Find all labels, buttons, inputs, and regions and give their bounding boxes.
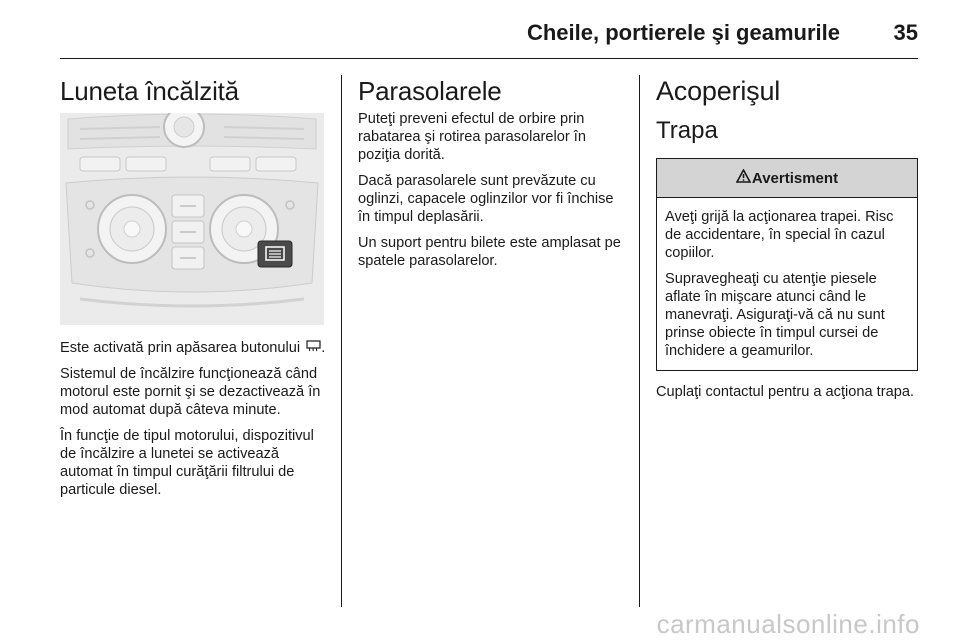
column-divider-2 [639,75,640,607]
watermark: carmanualsonline.info [656,609,920,639]
section-heading-sun-visors: Parasolarele [358,76,502,106]
right-column [656,76,920,409]
paragraph-engine-running: Sistemul de încălzire funcţionează când motorul este pornit şi se dezactivează în mod automat după câteva minute. [60,366,321,419]
section-heading-roof: Acoperişul [656,76,781,106]
warning-box [656,158,918,371]
paragraph-ignition: Cuplaţi contactul pentru a acţiona trapa. [656,384,914,400]
column-divider-1 [341,75,342,607]
warning-body [657,198,917,370]
warning-paragraph-supervise: Supravegheaţi cu atenţie piesele aflate în mişcare atunci când le manevraţi. Asiguraţi-vă că nu sunt prinse obiecte în timpul cursei de închidere a geamurilor. [665,271,885,359]
rear-window-heating-icon [306,339,321,357]
climate-panel-illustration [60,113,324,325]
warning-header [657,159,917,198]
warning-triangle-icon [736,169,751,187]
middle-column [358,76,628,278]
paragraph-diesel-filter: În funcţie de tipul motorului, dispozitivul de încălzire a lunetei se activează automat în timpul curăţării filtrului de particule diesel. [60,428,314,499]
page-number: 35 [893,20,918,45]
paragraph-activation: Este activată prin apăsarea butonului . [60,340,326,356]
subsection-heading-sunroof: Trapa [656,117,718,144]
section-heading-rear-window: Luneta încălzită [60,76,239,106]
paragraph-ticket-holder: Un suport pentru bilete este amplasat pe spatele parasolarelor. [358,235,621,269]
paragraph-sun-visor-glare: Puteţi preveni efectul de orbire prin rabatarea şi rotirea parasolarelor în poziţia dorită. [358,111,586,163]
running-title: Cheile, portierele şi geamurile [526,20,840,45]
paragraph-sun-visor-mirrors: Dacă parasolarele sunt prevăzute cu oglinzi, capacele oglinzilor vor fi închise în timpul deplasării. [358,173,614,225]
warning-paragraph-care: Aveţi grijă la acţionarea trapei. Risc de accidentare, în special în cazul copiilor. [665,209,894,261]
warning-title: Avertisment [751,169,839,187]
left-column [60,76,330,507]
climate-control-panel-figure [60,113,324,325]
page-header [0,0,960,60]
header-rule [60,58,918,59]
